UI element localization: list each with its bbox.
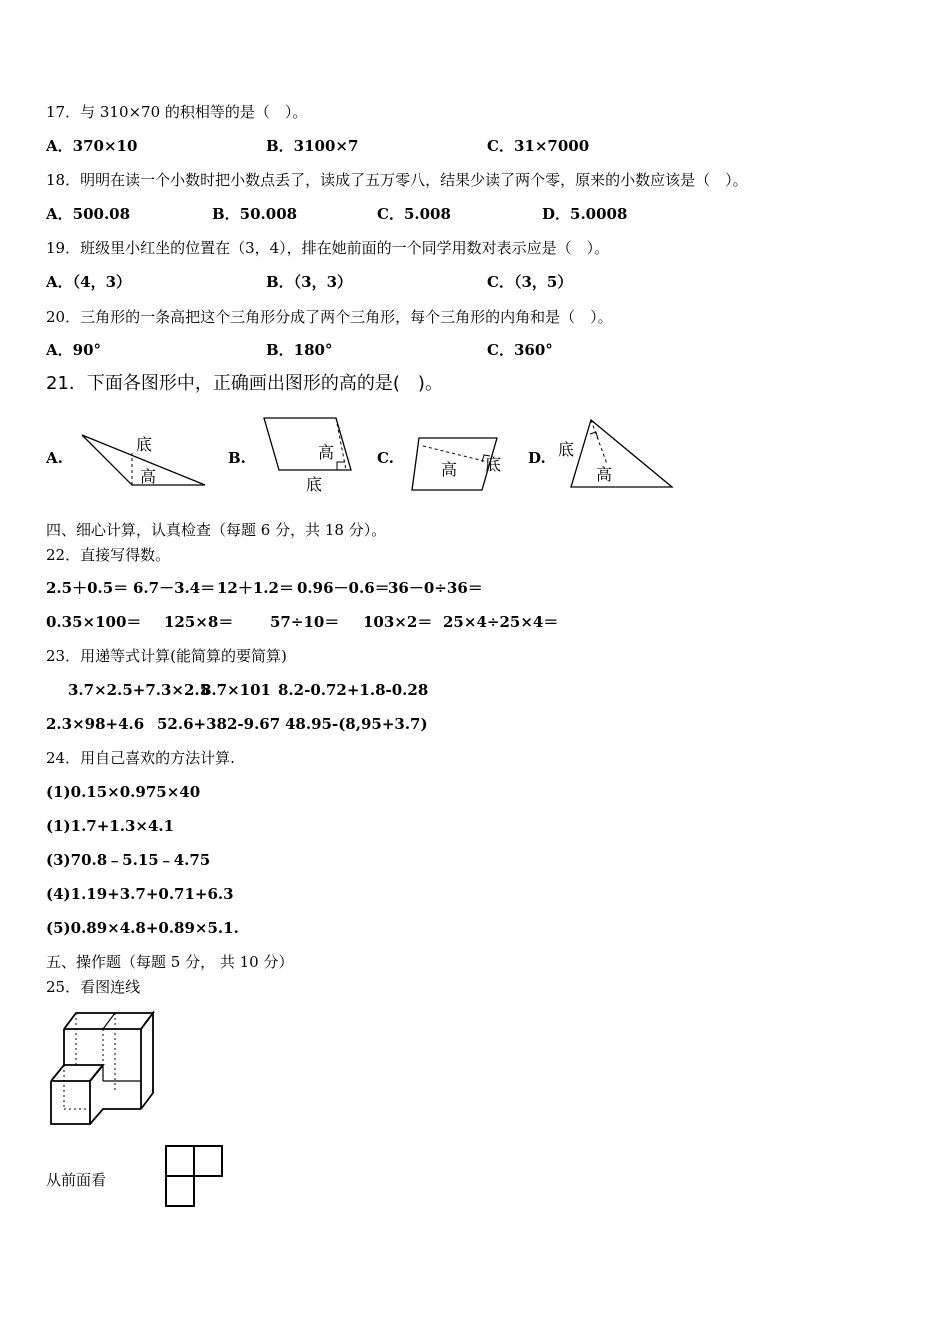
- q25-view-label: 从前面看: [46, 1171, 107, 1189]
- q17-option-c[interactable]: C．31×7000: [487, 137, 590, 155]
- q22-item: 12＋1.2＝: [217, 579, 294, 597]
- q22-item: 0.96－0.6＝: [297, 579, 390, 597]
- q17-option-a[interactable]: A．370×10: [46, 137, 138, 155]
- q23-stem: 23．用递等式计算(能简算的要简算): [46, 647, 287, 665]
- q21-c-base-label: 底: [485, 455, 502, 474]
- q21-option-a[interactable]: A.: [46, 449, 63, 467]
- q21-option-d[interactable]: D.: [528, 449, 546, 467]
- q21-a-base-label: 底: [136, 435, 153, 454]
- q18-option-a[interactable]: A．500.08: [46, 205, 131, 223]
- q21-b-height-label: 高: [318, 443, 335, 462]
- q19-option-c[interactable]: C．（3，5）: [487, 273, 573, 291]
- q21-c-height-label: 高: [441, 460, 458, 479]
- q19-option-b[interactable]: B．（3，3）: [266, 273, 353, 291]
- q22-item: 125×8＝: [164, 613, 234, 631]
- q24-item: (1)0.15×0.975×40: [46, 783, 201, 801]
- q17-option-b[interactable]: B．3100×7: [266, 137, 359, 155]
- q23-item: 48.95-(8,95+3.7): [285, 715, 428, 733]
- q22-item: 36－0÷36＝: [388, 579, 483, 597]
- q22-stem: 22．直接写得数。: [46, 546, 171, 564]
- section4-title: 四、细心计算，认真检查（每题 6 分，共 18 分）。: [46, 521, 387, 539]
- q22-item: 6.7－3.4＝: [133, 579, 216, 597]
- q21-d-base-label: 底: [558, 440, 575, 459]
- q17-stem: 17．与 310×70 的积相等的是（ ）。: [46, 103, 308, 121]
- q18-stem: 18．明明在读一个小数时把小数点丢了，读成了五万零八，结果少读了两个零，原来的小数应该是（ ）。: [46, 171, 748, 189]
- q25-stem: 25．看图连线: [46, 978, 141, 996]
- q23-item: 8.7×101: [201, 681, 271, 699]
- q18-option-c[interactable]: C．5.008: [377, 205, 451, 223]
- q22-item: 57÷10＝: [270, 613, 340, 631]
- q22-item: 0.35×100＝: [46, 613, 142, 631]
- q23-item: 2.3×98+4.6: [46, 715, 145, 733]
- q23-item: 8.2-0.72+1.8-0.28: [278, 681, 429, 699]
- q22-item: 103×2＝: [363, 613, 433, 631]
- q22-item: 25×4÷25×4＝: [443, 613, 559, 631]
- q24-item: (5)0.89×4.8+0.89×5.1.: [46, 919, 239, 937]
- q23-item: 52.6+382-9.67: [157, 715, 281, 733]
- q21-option-c[interactable]: C.: [377, 449, 394, 467]
- q21-stem: 21．下面各图形中，正确画出图形的高的是( )。: [46, 373, 443, 394]
- q24-stem: 24．用自己喜欢的方法计算.: [46, 749, 235, 767]
- q24-item: (3)70.8﹣5.15﹣4.75: [46, 851, 211, 869]
- q20-option-c[interactable]: C．360°: [487, 341, 553, 359]
- q20-option-a[interactable]: A．90°: [46, 341, 102, 359]
- q20-stem: 20．三角形的一条高把这个三角形分成了两个三角形，每个三角形的内角和是（ ）。: [46, 308, 613, 326]
- q21-a-height-label: 高: [140, 467, 157, 486]
- q21-b-base-label: 底: [306, 475, 323, 494]
- q19-stem: 19．班级里小红坐的位置在（3，4），排在她前面的一个同学用数对表示应是（ ）。: [46, 239, 610, 257]
- q24-item: (1)1.7+1.3×4.1: [46, 817, 175, 835]
- section5-title: 五、操作题（每题 5 分， 共 10 分）: [46, 953, 294, 971]
- q21-option-b[interactable]: B.: [228, 449, 246, 467]
- q18-option-b[interactable]: B．50.008: [212, 205, 298, 223]
- q20-option-b[interactable]: B．180°: [266, 341, 333, 359]
- q19-option-a[interactable]: A．（4，3）: [46, 273, 132, 291]
- q21-d-height-label: 高: [596, 465, 613, 484]
- q23-item: 3.7×2.5+7.3×2.5: [68, 681, 211, 699]
- q22-item: 2.5＋0.5＝: [46, 579, 129, 597]
- q24-item: (4)1.19+3.7+0.71+6.3: [46, 885, 234, 903]
- q18-option-d[interactable]: D．5.0008: [542, 205, 628, 223]
